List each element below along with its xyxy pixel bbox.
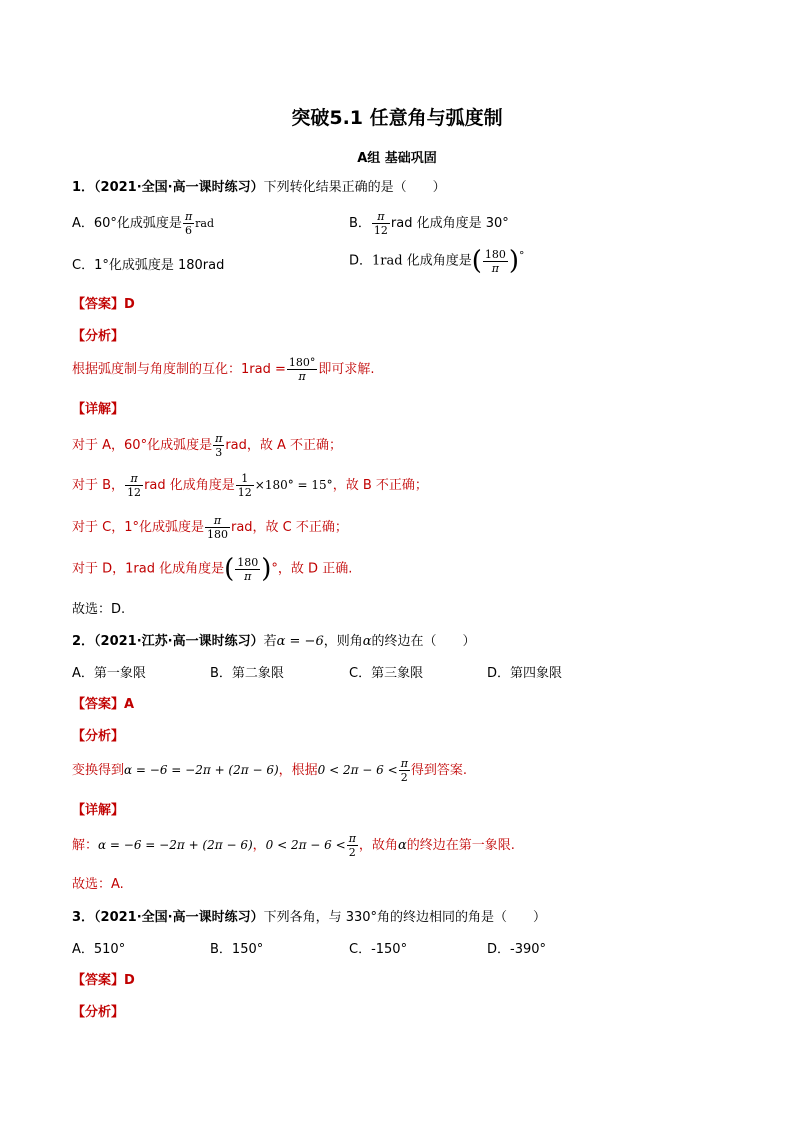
detail-text: 对于 D，1rad 化成角度是 [72,561,225,577]
fraction [183,210,194,237]
detail-end: °，故 D 正确. [271,561,353,577]
section-heading: A组 基础巩固 [357,151,437,166]
numerator: π [377,210,385,223]
detail-text: 对于 C，1°化成弧度是 [72,520,204,535]
q3-answer: 【答案】D [72,973,135,988]
q2-option-d: D．第四象限 [487,666,563,681]
q2-analysis-label: 【分析】 [72,729,125,744]
q1-option-b-label: B． [349,216,371,231]
numerator: 180 [237,555,259,569]
paren-open: ( [471,246,482,276]
detail-end: rad，故 C 不正确； [230,520,348,535]
q2-number: 2． [72,634,95,649]
paren-close: ) [508,246,520,276]
denominator: π [235,569,260,583]
denominator: 6 [183,223,194,237]
q3-option-c: C．-150° [349,942,408,957]
fraction [236,472,254,499]
math-expression: 0 < 2π − 6 < [317,763,398,777]
fraction [399,757,410,784]
q1-option-d-label: D． [349,253,373,269]
math-expression: α = −6 = −2π + (2π − 6) [98,838,253,852]
fraction [483,248,508,275]
q3-number: 3． [72,910,95,925]
q1-answer: 【答案】D [72,297,135,312]
q1-number: 1． [72,180,95,195]
numerator: 1 [241,472,249,485]
numerator: π [400,757,408,770]
numerator: π [348,832,356,845]
math-expression: 0 < 2π − 6 < [265,838,346,852]
fraction [372,210,390,237]
degree-sign: ° [519,249,525,263]
detail-text: 对于 B， [72,478,125,493]
q1-option-a [72,210,214,237]
q3-source: （2021·全国·高一课时练习） [94,910,264,925]
paren-open: ( [224,554,235,584]
math-expression: α = −6 = −2π + (2π − 6) [124,763,279,777]
q3-analysis-label: 【分析】 [72,1005,125,1020]
fraction [235,556,260,583]
fraction [347,832,358,859]
q1-analysis-end: 即可求解. [318,362,375,377]
q2-detail-label: 【详解】 [72,803,125,818]
q2-stem-text: 的终边在（ ） [371,634,476,649]
denominator: π [483,261,508,275]
q2-stem-text: ，则角 [323,634,363,649]
q1-detail-c [72,514,348,541]
q2-stem-text: 若 [263,634,277,649]
detail-text: 解： [72,838,99,853]
denominator: 180 [206,528,228,541]
q1-choose: 故选：D. [72,602,126,617]
q2-source: （2021·江苏·高一课时练习） [94,634,264,649]
math-symbol: α [397,838,407,853]
q1-analysis [72,356,375,383]
q2-stem [72,628,476,656]
q2-option-c: C．第三象限 [349,666,424,681]
detail-end: 的终边在第一象限. [406,838,515,853]
q3-option-b: B．150° [210,942,264,957]
q1-source: （2021·全国·高一课时练习） [94,180,264,195]
math-symbol: α [362,634,372,649]
q2-detail [72,832,515,859]
q3-stem [72,904,546,932]
unit: rad [195,217,215,230]
analysis-end: 得到答案. [410,763,468,778]
denominator: 12 [127,486,142,499]
q1-option-d-text: 1rad 化成角度是 [372,253,472,269]
numerator: π [130,472,138,485]
detail-text: 对于 A，60°化成弧度是 [72,438,213,453]
q3-option-d: D．-390° [487,942,547,957]
numerator: 180° [288,356,316,369]
page-title: 突破5.1 任意角与弧度制 [291,107,503,129]
analysis-text: ，根据 [278,763,318,778]
q1-option-a-text: A．60°化成弧度是 [72,216,182,231]
detail-text: ，故角 [358,838,398,853]
denominator: 2 [399,770,410,784]
q2-option-a: A．第一象限 [72,666,146,681]
detail-mid: rad 化成角度是 [144,478,235,493]
numerator: π [184,210,193,223]
analysis-text: 变换得到 [72,763,125,778]
math-expression: ×180° = 15° [254,478,333,492]
detail-end: ，故 B 不正确； [332,478,428,493]
denominator: 2 [347,845,358,859]
q2-analysis [72,757,467,784]
numerator: π [215,432,223,445]
numerator: π [213,514,222,527]
detail-end: rad，故 A 不正确； [225,438,343,453]
q1-analysis-label: 【分析】 [72,329,125,344]
paren-close: ) [261,554,272,584]
q2-option-b: B．第二象限 [210,666,284,681]
q1-stem [72,174,446,202]
fraction [213,432,224,459]
q2-answer: 【答案】A [72,697,135,712]
q1-option-b-text: rad 化成角度是 30° [390,216,509,231]
q1-option-b [349,210,509,237]
q1-detail-b [72,472,428,499]
denominator: π [287,369,318,383]
q1-detail-d [72,554,352,584]
fraction [125,472,143,499]
q1-option-c: C．1°化成弧度是 180rad [72,258,225,273]
q3-option-a: A．510° [72,942,126,957]
q3-stem-text: 下列各角，与 330°角的终边相同的角是（ ） [263,910,547,925]
q1-detail-a [72,432,342,459]
q1-analysis-text: 根据弧度制与角度制的互化：1rad = [72,362,286,377]
numerator: 180 [484,247,506,261]
q1-detail-label: 【详解】 [72,402,125,417]
denominator: 12 [237,486,252,499]
q2-choose: 故选：A. [72,877,124,892]
math-expression: α = −6 [276,634,324,649]
fraction [205,514,230,541]
denominator: 3 [213,445,224,459]
q1-stem-text: 下列转化结果正确的是（ ） [263,180,446,195]
q1-option-d [349,246,524,276]
fraction [287,356,318,383]
separator: ， [252,838,266,853]
denominator: 12 [373,224,388,237]
